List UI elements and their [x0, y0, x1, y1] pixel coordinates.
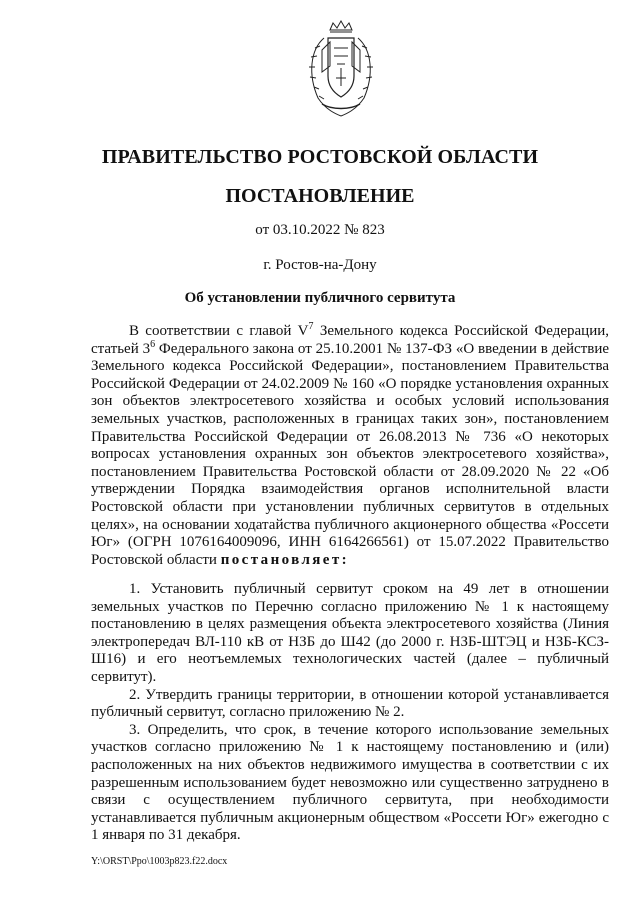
item-3: 3. Определить, что срок, в течение которого использование земельных участков согласно приложению № 1 к настоящему постановлению и (или) расположенных на них объектов недвижимого имущества в соответствии с их разрешенным использованием будет невозможно или существенно затруднено в связи с осуществлением публичного сервитута, при необходимости устанавливается публичным акционерным обществом «Россети Юг» ежегодно с 1 января по 31 декабря. — [91, 721, 609, 844]
item-2: 2. Утвердить границы территории, в отношении которой устанавливается публичный сервитут, согласно приложению № 2. — [91, 686, 609, 721]
coat-of-arms-emblem — [300, 20, 382, 120]
preamble-text-3: Федерального закона от 25.10.2001 № 137-ФЗ «О введении в действие Земельного кодекса Российской Федерации», постановлением Правительства Российской Федерации от 24.02.2009 № 160 «О порядке установления охранных зон объектов электросетевого хозяйства и особых условий использования земельных участков, расположенных в границах таких зон», постановлением Правительства Российской Федерации от 26.08.2013 № 736 «О некоторых вопросах установления охранных зон объектов электросетевого хозяйства», постановлением Правительства Ростовской области от 28.09.2020 № 22 «Об утверждении Порядка взаимодействия органов исполнительной власти Ростовской области при установлении публичных сервитутов в отдельных целях», на основании ходатайства публичного акционерного общества «Россети Юг» (ОГРН 1076164009096, ИНН 6164266561) от 15.07.2022 Правительство Ростовской области — [91, 340, 610, 568]
date-and-number: от 03.10.2022 № 823 — [255, 222, 385, 238]
preamble-block — [91, 323, 609, 569]
items-block — [91, 581, 609, 845]
document-type-heading: ПОСТАНОВЛЕНИЕ — [225, 185, 415, 207]
preamble-paragraph — [91, 323, 609, 569]
chapter-superscript: 7 — [308, 321, 314, 332]
file-path-footer: Y:\ORST\Ppo\1003p823.f22.docx — [91, 856, 228, 867]
item-1: 1. Установить публичный сервитут сроком на 49 лет в отношении земельных участков по Перечню согласно приложению № 1 к настоящему постановлению в целях размещения объекта электросетевого хозяйства (Линия электропередач ВЛ-110 кВ от НЗБ до Ш42 (до 2000 г. НЗБ-ШТЭЦ и НЗБ-КСЗ-Ш16) и его неотъемлемых технологических частей (далее – публичный сервитут). — [91, 581, 609, 685]
preamble-text-1: В соответствии с главой V — [129, 323, 309, 339]
city-line: г. Ростов-на-Дону — [263, 257, 377, 273]
authority-heading: ПРАВИТЕЛЬСТВО РОСТОВСКОЙ ОБЛАСТИ — [101, 146, 539, 168]
article-superscript: 6 — [150, 338, 156, 350]
preamble-text-2: Земельного кодекса Российской Федерации, статьей 3 — [91, 323, 609, 357]
resolves-word: постановляет: — [220, 551, 349, 568]
resolution-title: Об установлении публичного сервитута — [184, 290, 456, 306]
